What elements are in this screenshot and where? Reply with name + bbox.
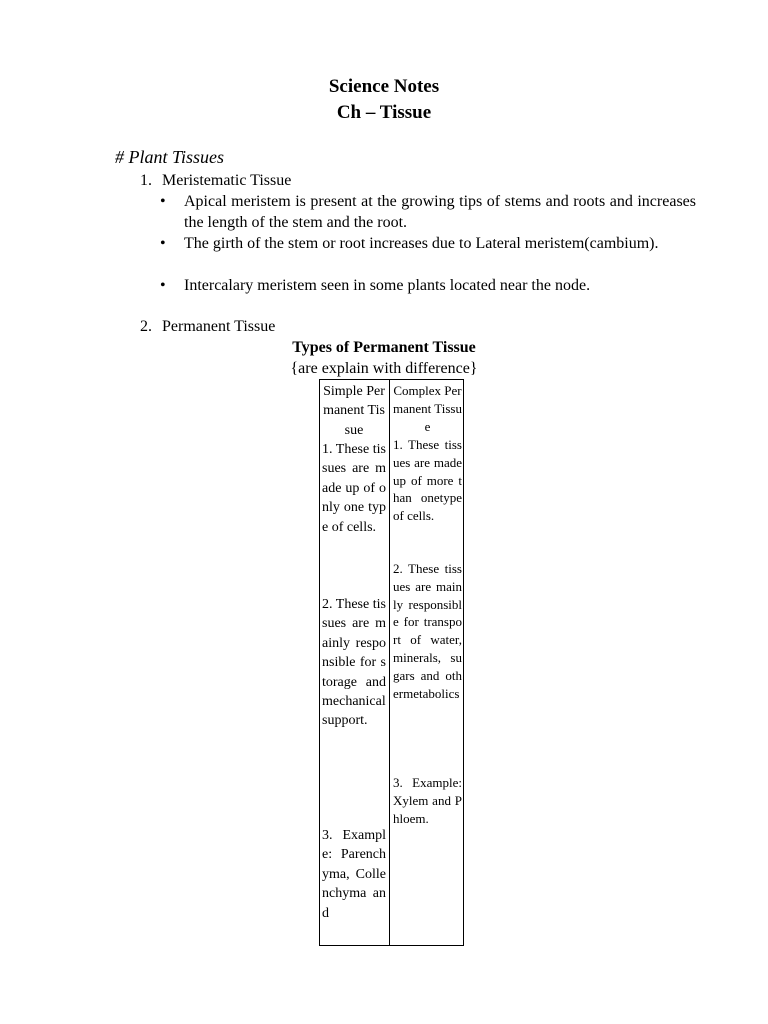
bullet-text: The girth of the stem or root increases due to Lateral meristem(cambium). — [184, 235, 659, 252]
table-cell: 3. Example: Parenchyma, Collenchyma and — [322, 828, 386, 921]
list-item-label: Permanent Tissue — [162, 318, 276, 335]
column-header-complex: Complex Permanent Tissue — [393, 383, 462, 434]
bullet-marker: • — [160, 193, 166, 210]
list-number: 1. — [140, 172, 152, 189]
column-header-simple: Simple Permanent Tissue — [323, 384, 385, 438]
table-note: {are explain with difference} — [290, 360, 478, 377]
list-item-label: Meristematic Tissue — [162, 172, 292, 189]
chapter-title: Ch – Tissue — [336, 102, 432, 123]
bullet-marker: • — [160, 277, 166, 294]
table-cell: 2. These tissues are mainly responsible for storage and mechanical support. — [322, 597, 386, 729]
bullet-text: Intercalary meristem seen in some plants located near the node. — [184, 277, 591, 294]
table-cell: 2. These tissues are mainly responsible for transport of water, minerals, sugars and othermetabolics — [393, 561, 462, 701]
table-column-divider — [389, 379, 390, 946]
bullet-marker: • — [160, 235, 166, 252]
list-number: 2. — [140, 318, 152, 335]
table-cell: 1. These tissues are made up of only one type of cells. — [322, 442, 386, 535]
page-title: Science Notes — [328, 76, 440, 97]
section-heading: # Plant Tissues — [115, 147, 225, 167]
table-cell: 3. Example: Xylem and Phloem. — [393, 775, 462, 826]
table-cell: 1. These tissues are made up of more than onetype of cells. — [393, 437, 462, 524]
table-caption: Types of Permanent Tissue — [292, 339, 476, 356]
bullet-text: Apical meristem is present at the growing tips of stems and roots and increases the length of the stem and the root. — [184, 193, 696, 231]
